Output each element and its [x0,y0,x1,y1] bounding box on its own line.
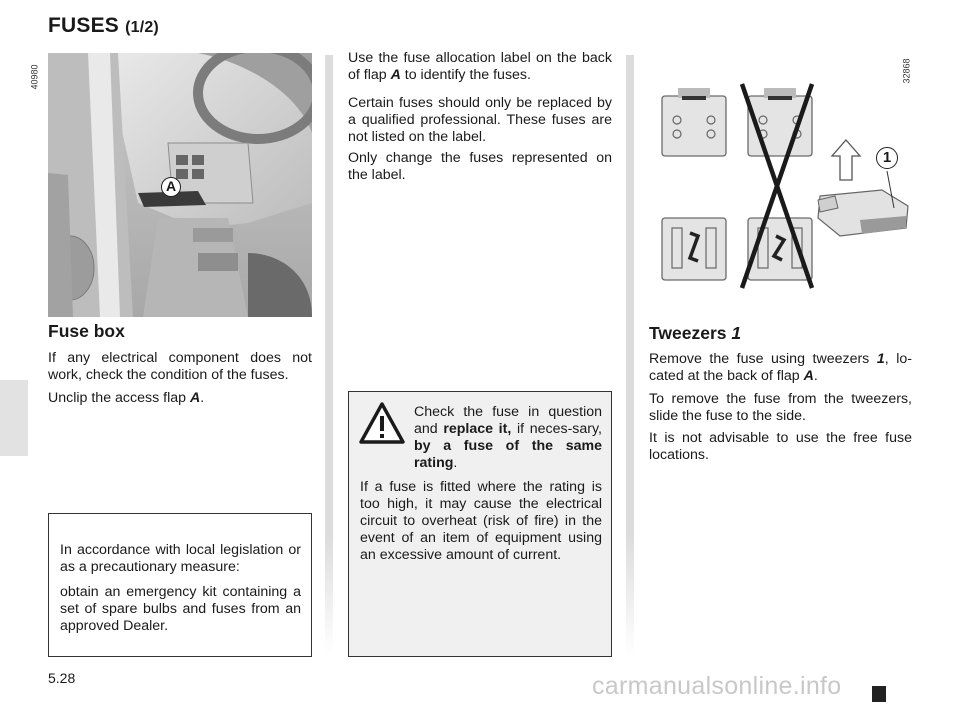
tweezers-para-3: It is not advisable to use the free fuse locations. [649,430,912,463]
watermark: carmanualsonline.info [592,672,842,700]
para2-suffix: . [200,390,205,406]
warn-t3: if neces-sary, [511,421,602,437]
tw-p1-suffix: . [813,368,818,384]
tweezers-para-2: To remove the fuse from the tweezers, slide the fuse to the side. [649,391,912,424]
fuse-box-heading: Fuse box [48,321,125,341]
warning-box [348,391,612,657]
emergency-kit-box [48,513,312,657]
illustration-ref-left: 40980 [29,64,40,90]
tweezer-callout: 1 [876,147,898,169]
para2-ref: A [189,390,201,406]
warning-para-1 [414,404,602,472]
warning-triangle-icon [359,401,405,450]
fuse-box-para-2 [48,390,312,407]
warn-t5: . [453,455,458,471]
flap-callout: A [161,177,181,197]
middle-para1-suffix: to identify the fuses. [400,67,531,83]
chapter-tab [0,380,28,456]
page-title-text: FUSES [48,14,120,37]
tweezers-heading-num: 1 [731,323,742,343]
warn-t2: replace it, [443,421,512,437]
fuse-box-illustration [48,53,312,317]
tw-p1-a: Remove the fuse using tweezers [649,351,877,367]
tweezers-illustration [650,78,912,293]
tweezers-heading-text: Tweezers [649,323,727,343]
warn-t4: by a fuse of the same rating [414,438,602,471]
tw-p1-mid: , lo-cated at the back of flap [649,351,912,384]
warning-para-2: If a fuse is fitted where the rating is too high, it may cause the electrical circuit to overheat (risk of fire) in the event of an item of equipment using an excessive amount of current. [360,479,602,563]
emergency-kit-para-1: In accordance with local legislation or as a precautionary measure: [60,542,301,575]
middle-para1-text: Use the fuse allocation label on the back of flap [348,50,612,83]
para2-text: Unclip the access flap [48,390,190,406]
emergency-kit-para-2: obtain an emergency kit containing a set of spare bulbs and fuses from an approved Dealer. [60,584,301,634]
page-title-part: (1/2) [125,19,159,36]
illustration-ref-right: 32868 [901,58,912,84]
page-title [48,14,159,38]
middle-para1-ref: A [390,67,401,83]
middle-para-2: Certain fuses should only be replaced by a qualified professional. These fuses are not listed on the label. [348,95,612,145]
column-rule-2 [626,55,634,655]
tw-p1-ref2: A [803,368,814,384]
warn-t1: Check the fuse in question and [414,404,602,437]
column-rule-1 [325,55,333,655]
fuse-box-para-1: If any electrical component does not work, check the condition of the fuses. [48,350,312,383]
tweezers-para-1 [649,351,912,385]
fuses-drawing [650,78,912,293]
middle-para-3: Only change the fuses represented on the label. [348,150,612,183]
footer-mark [872,686,886,702]
tweezers-heading [649,323,741,344]
tw-p1-ref: 1 [876,351,885,367]
middle-para-1 [348,50,612,84]
page-number: 5.28 [48,670,76,686]
